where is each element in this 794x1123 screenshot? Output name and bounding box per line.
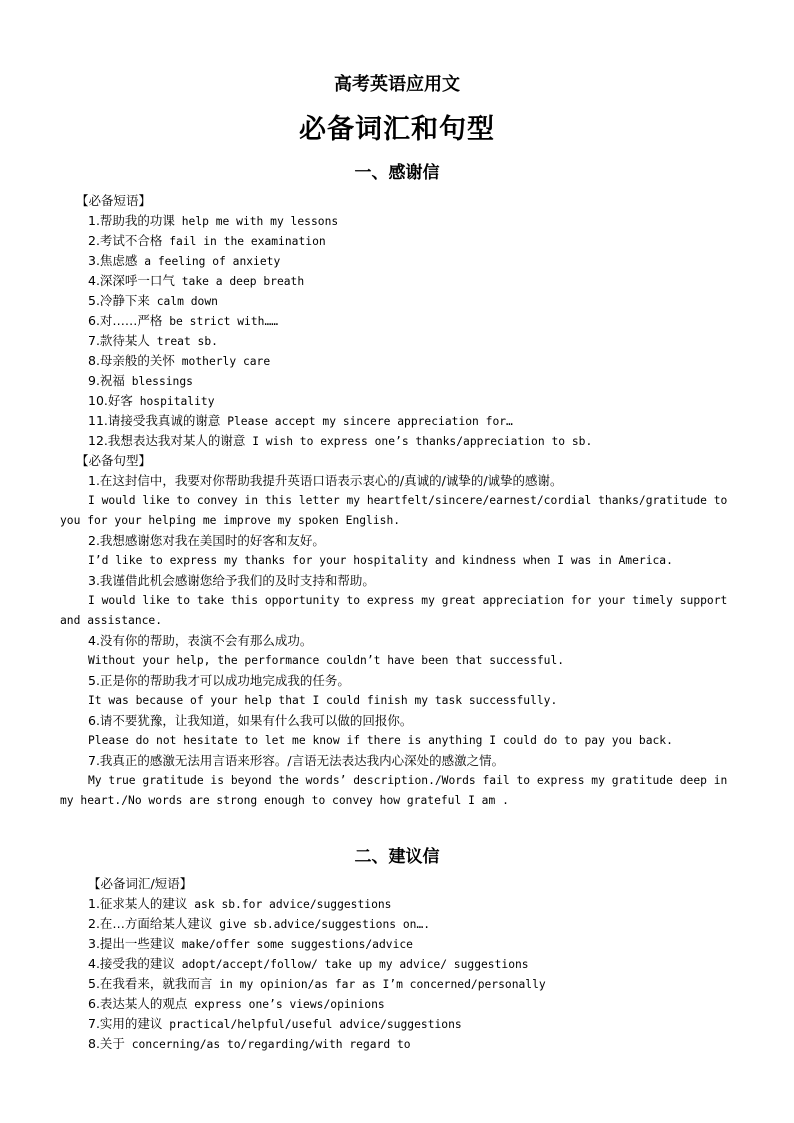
sentence-en-cont: my heart./No words are strong enough to convey how grateful I am . — [60, 794, 509, 807]
phrase-item: 12.我想表达我对某人的谢意 I wish to express one’s thanks/appreciation to sb. — [88, 433, 593, 448]
sentence-cn: 4.没有你的帮助，表演不会有那么成功。 — [88, 633, 313, 648]
sentence-cn: 3.我谨借此机会感谢您给予我们的及时支持和帮助。 — [88, 573, 375, 588]
sentence-en: I would like to convey in this letter my heartfelt/sincere/earnest/cordial thanks/gratitude to — [88, 494, 728, 507]
section-title-thank-you-letter: 一、感谢信 — [354, 163, 440, 183]
sentence-cn: 7.我真正的感激无法用言语来形容。/言语无法表达我内心深处的感激之情。 — [88, 753, 505, 768]
phrase-item: 4.接受我的建议 adopt/accept/follow/ take up my advice/ suggestions — [88, 956, 529, 971]
sentence-en: I would like to take this opportunity to express my great appreciation for your timely support — [88, 594, 728, 607]
phrase-item: 3.焦虑感 a feeling of anxiety — [88, 253, 281, 268]
phrase-item: 5.冷静下来 calm down — [88, 293, 218, 308]
phrase-item: 4.深深呼一口气 take a deep breath — [88, 273, 305, 288]
phrase-item: 9.祝福 blessings — [88, 373, 193, 388]
sentence-en: Please do not hesitate to let me know if there is anything I could do to pay you back. — [88, 734, 673, 747]
phrase-item: 8.母亲般的关怀 motherly care — [88, 353, 271, 368]
sentences-heading: 【必备句型】 — [76, 453, 152, 468]
sentence-cn: 6.请不要犹豫，让我知道，如果有什么我可以做的回报你。 — [88, 713, 413, 728]
phrase-item: 6.表达某人的观点 express one’s views/opinions — [88, 996, 385, 1011]
phrase-item: 1.帮助我的功课 help me with my lessons — [88, 213, 339, 228]
phrase-item: 10.好客 hospitality — [88, 393, 215, 408]
phrase-item: 5.在我看来，就我而言 in my opinion/as far as I’m concerned/personally — [88, 976, 546, 991]
sentence-cn: 5.正是你的帮助我才可以成功地完成我的任务。 — [88, 673, 350, 688]
document-subtitle: 高考英语应用文 — [334, 74, 460, 95]
phrase-item: 11.请接受我真诚的谢意 Please accept my sincere appreciation for… — [88, 413, 513, 428]
phrase-item: 3.提出一些建议 make/offer some suggestions/advice — [88, 936, 413, 951]
sentence-en: I’d like to express my thanks for your hospitality and kindness when I was in America. — [88, 554, 673, 567]
phrases-heading: 【必备词汇/短语】 — [88, 876, 193, 891]
phrase-item: 2.考试不合格 fail in the examination — [88, 233, 326, 248]
phrase-item: 7.款待某人 treat sb. — [88, 333, 218, 348]
sentence-en: My true gratitude is beyond the words’ description./Words fail to express my gratitude deep in — [88, 774, 728, 787]
phrase-item: 8.关于 concerning/as to/regarding/with regard to — [88, 1036, 411, 1051]
sentence-en: It was because of your help that I could finish my task successfully. — [88, 694, 558, 707]
document-title: 必备词汇和句型 — [299, 114, 495, 145]
sentence-cn: 1.在这封信中，我要对你帮助我提升英语口语表示衷心的/真诚的/诚挚的/诚挚的感谢。 — [88, 473, 563, 488]
phrases-heading: 【必备短语】 — [76, 193, 152, 208]
phrase-item: 1.征求某人的建议 ask sb.for advice/suggestions — [88, 896, 392, 911]
sentence-en: Without your help, the performance couldn’t have been that successful. — [88, 654, 565, 667]
sentence-cn: 2.我想感谢您对我在美国时的好客和友好。 — [88, 533, 325, 548]
phrase-item: 6.对……严格 be strict with…… — [88, 313, 279, 328]
sentence-en-cont: you for your helping me improve my spoken English. — [60, 514, 401, 527]
sentence-en-cont: and assistance. — [60, 614, 163, 627]
section-title-advice-letter: 二、建议信 — [354, 847, 440, 867]
phrase-item: 2.在…方面给某人建议 give sb.advice/suggestions on…. — [88, 916, 431, 931]
phrase-item: 7.实用的建议 practical/helpful/useful advice/suggestions — [88, 1016, 462, 1031]
